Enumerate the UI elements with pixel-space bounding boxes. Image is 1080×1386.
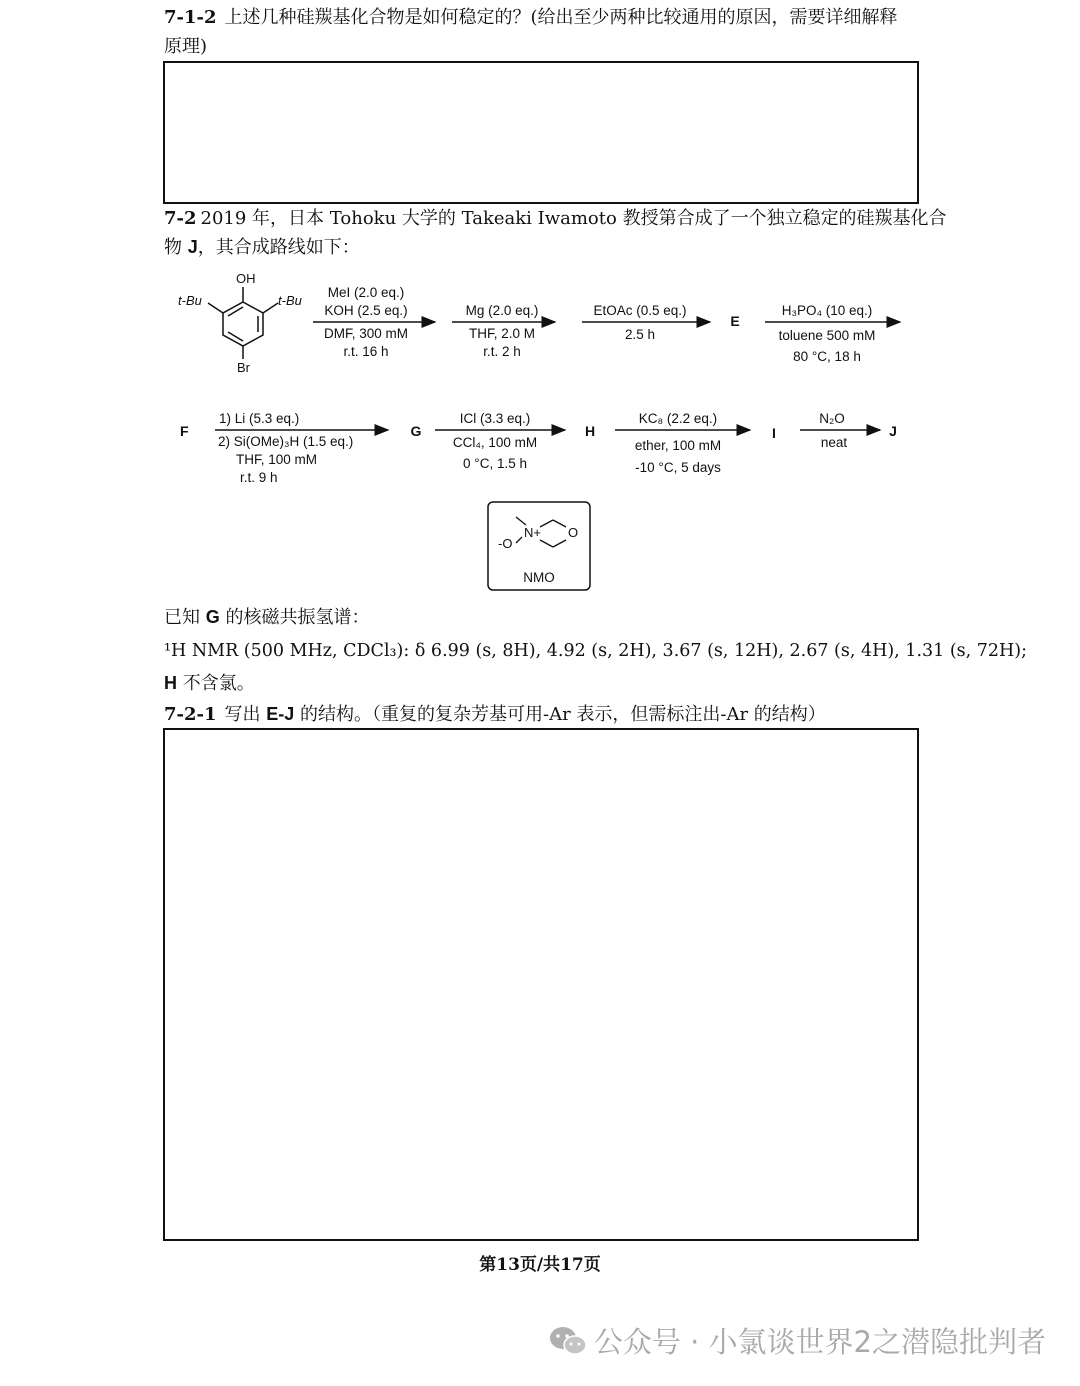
q72-line1: [164, 205, 947, 233]
q721-number: 7-2-1: [164, 704, 217, 725]
step3-reagent: EtOAc (0.5 eq.): [593, 303, 687, 318]
nmr-data: ¹H NMR (500 MHz, CDCl₃): δ 6.99 (s, 8H), 4.92 (s, 2H), 3.67 (s, 12H), 2.67 (s, 4H), 1.31 (s, 72H);: [164, 641, 1028, 661]
nmo-n-label: N+: [524, 525, 541, 540]
q712-line1: [164, 4, 898, 32]
q72-compound-j: J: [187, 237, 198, 257]
step7-conditions-1: ether, 100 mM: [634, 438, 722, 453]
compound-h-label: H: [584, 423, 596, 439]
q712-line2: [164, 33, 207, 61]
compound-j-label: J: [889, 423, 897, 439]
nmo-o-minus-label: -O: [498, 536, 513, 551]
q721-compounds: E-J: [266, 704, 295, 724]
step6-reagent: ICl (3.3 eq.): [459, 411, 531, 426]
nmr-intro: [164, 603, 369, 632]
q72-number: 7-2: [164, 208, 197, 229]
step4-conditions-1: toluene 500 mM: [778, 328, 876, 343]
answer-box-712[interactable]: [163, 61, 919, 204]
step1-reagent-2: KOH (2.5 eq.): [324, 303, 408, 318]
q721-line: [164, 700, 826, 729]
synthesis-scheme: [170, 265, 910, 595]
step2-conditions-1: THF, 2.0 M: [468, 326, 536, 341]
step1-reagent-1: MeI (2.0 eq.): [327, 285, 405, 300]
nmr-note-text: 不含氯。: [177, 673, 255, 694]
step1-conditions-2: r.t. 16 h: [343, 344, 389, 359]
nmr-compound-h: H: [164, 673, 177, 693]
q712-text-1: 上述几种硅羰基化合物是如何稳定的？(给出至少两种比较通用的原因，需要详细解释: [224, 7, 898, 28]
step6-conditions-1: CCl₄, 100 mM: [452, 435, 538, 450]
compound-g-label: G: [410, 423, 422, 439]
page-number: 第13页/共17页: [479, 1255, 601, 1275]
watermark: [548, 1320, 1046, 1361]
step5-conditions-2: THF, 100 mM: [236, 452, 318, 467]
compound-f-label: F: [180, 423, 189, 439]
watermark-text: 公众号 · 小氯谈世界2之潜隐批判者: [593, 1325, 1046, 1359]
q712-number: 7-1-2: [164, 7, 217, 28]
compound-i-label: I: [772, 425, 776, 441]
step7-conditions-2: -10 °C, 5 days: [635, 460, 721, 475]
step2-reagent: Mg (2.0 eq.): [465, 303, 539, 318]
q712-text-2: 原理): [164, 36, 208, 57]
step4-reagent: H₃PO₄ (10 eq.): [781, 303, 873, 318]
start-tbu-right-label: t-Bu: [278, 293, 302, 308]
wechat-icon: [548, 1325, 588, 1357]
start-tbu-left-label: t-Bu: [178, 293, 202, 308]
nmo-o-ring-label: O: [568, 525, 579, 540]
step5-reagent: 1) Li (5.3 eq.): [219, 411, 300, 426]
q72-text-2b: ，其合成路线如下：: [197, 237, 360, 258]
q72-text-2a: 物: [164, 237, 188, 258]
nmr-intro-post: 的核磁共振氢谱：: [219, 607, 370, 628]
q72-text-1: 2019 年，日本 Tohoku 大学的 Takeaki Iwamoto 教授第合成了一个独立稳定的硅羰基化合: [200, 208, 947, 229]
nmo-structure: [488, 502, 590, 590]
starting-material-structure: [208, 287, 278, 359]
step7-reagent: KC₈ (2.2 eq.): [638, 411, 718, 426]
step5-conditions-3: r.t. 9 h: [240, 470, 278, 485]
answer-box-721[interactable]: [163, 728, 919, 1241]
step6-conditions-2: 0 °C, 1.5 h: [463, 456, 527, 471]
q721-text-post: 的结构。（重复的复杂芳基可用-Ar 表示，但需标注出-Ar 的结构）: [294, 704, 826, 725]
nmr-compound-g: G: [205, 607, 220, 627]
nmr-intro-pre: 已知: [164, 607, 206, 628]
compound-e-label: E: [730, 313, 740, 329]
q72-line2: [164, 233, 360, 262]
step8-reagent: N₂O: [819, 411, 845, 426]
start-oh-label: OH: [236, 271, 256, 286]
step8-conditions: neat: [820, 435, 848, 450]
step2-conditions-2: r.t. 2 h: [483, 344, 521, 359]
start-br-label: Br: [237, 360, 250, 375]
q721-text-pre: 写出: [224, 704, 267, 725]
nmr-note: [164, 669, 255, 698]
step4-conditions-2: 80 °C, 18 h: [793, 349, 861, 364]
step5-conditions-1: 2) Si(OMe)₃H (1.5 eq.): [218, 434, 354, 449]
step3-conditions: 2.5 h: [624, 327, 656, 342]
nmo-label: NMO: [523, 570, 555, 585]
step1-conditions-1: DMF, 300 mM: [323, 326, 409, 341]
